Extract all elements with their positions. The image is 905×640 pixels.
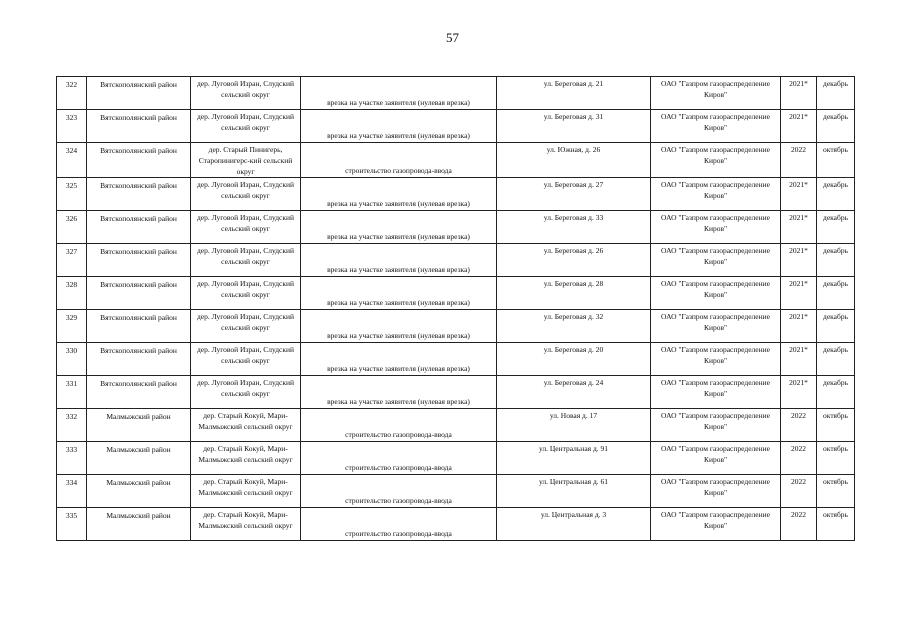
district-cell: Вятскополянский район (87, 244, 191, 277)
work-type-text: врезка на участке заявителя (нулевая врезка) (327, 131, 470, 140)
month-cell: декабрь (817, 178, 855, 211)
row-number: 327 (57, 244, 87, 277)
year-cell: 2021* (781, 343, 817, 376)
row-number: 329 (57, 310, 87, 343)
district-cell: Вятскополянский район (87, 110, 191, 143)
table-row (57, 77, 855, 110)
month-cell: октябрь (817, 508, 855, 541)
district-cell: Малмыжский район (87, 442, 191, 475)
year-cell: 2022 (781, 143, 817, 178)
district-cell: Малмыжский район (87, 475, 191, 508)
work-type-text: врезка на участке заявителя (нулевая врезка) (327, 298, 470, 307)
month-cell: декабрь (817, 77, 855, 110)
table-row (57, 178, 855, 211)
table-row (57, 409, 855, 442)
year-cell: 2021* (781, 376, 817, 409)
table-row (57, 277, 855, 310)
month-cell: декабрь (817, 211, 855, 244)
row-number: 330 (57, 343, 87, 376)
work-type-cell (301, 310, 497, 343)
month-cell: октябрь (817, 442, 855, 475)
address-cell: ул. Береговая д. 28 (497, 277, 651, 310)
settlement-cell: дер. Луговой Изран, Слудский сельский округ (191, 310, 301, 343)
address-cell: ул. Центральная д. 61 (497, 475, 651, 508)
row-number: 331 (57, 376, 87, 409)
work-type-text: врезка на участке заявителя (нулевая врезка) (327, 364, 470, 373)
work-type-cell (301, 143, 497, 178)
organization-cell: ОАО "Газпром газораспределение Киров" (651, 178, 781, 211)
work-type-text: врезка на участке заявителя (нулевая врезка) (327, 265, 470, 274)
table-row (57, 244, 855, 277)
settlement-cell: дер. Луговой Изран, Слудский сельский округ (191, 376, 301, 409)
address-cell: ул. Южная, д. 26 (497, 143, 651, 178)
settlement-cell: дер. Луговой Изран, Слудский сельский округ (191, 211, 301, 244)
organization-cell: ОАО "Газпром газораспределение Киров" (651, 211, 781, 244)
settlement-cell: дер. Старый Кокуй, Мари-Малмыжский сельский округ (191, 508, 301, 541)
organization-cell: ОАО "Газпром газораспределение Киров" (651, 343, 781, 376)
page-number: 57 (446, 30, 459, 45)
gas-connection-table (56, 76, 855, 541)
settlement-cell: дер. Луговой Изран, Слудский сельский округ (191, 110, 301, 143)
year-cell: 2021* (781, 211, 817, 244)
table-body (57, 77, 855, 541)
address-cell: ул. Береговая д. 21 (497, 77, 651, 110)
address-cell: ул. Центральная д. 91 (497, 442, 651, 475)
address-cell: ул. Береговая д. 32 (497, 310, 651, 343)
table-row (57, 508, 855, 541)
settlement-cell: дер. Луговой Изран, Слудский сельский округ (191, 244, 301, 277)
row-number: 323 (57, 110, 87, 143)
work-type-cell (301, 211, 497, 244)
address-cell: ул. Новая д. 17 (497, 409, 651, 442)
district-cell: Вятскополянский район (87, 343, 191, 376)
address-cell: ул. Береговая д. 33 (497, 211, 651, 244)
year-cell: 2022 (781, 475, 817, 508)
district-cell: Малмыжский район (87, 508, 191, 541)
district-cell: Малмыжский район (87, 409, 191, 442)
table-row (57, 211, 855, 244)
year-cell: 2021* (781, 310, 817, 343)
work-type-text: врезка на участке заявителя (нулевая врезка) (327, 232, 470, 241)
year-cell: 2021* (781, 277, 817, 310)
settlement-cell: дер. Луговой Изран, Слудский сельский округ (191, 77, 301, 110)
organization-cell: ОАО "Газпром газораспределение Киров" (651, 442, 781, 475)
district-cell: Вятскополянский район (87, 211, 191, 244)
settlement-cell: дер. Старый Кокуй, Мари-Малмыжский сельский округ (191, 409, 301, 442)
month-cell: декабрь (817, 376, 855, 409)
work-type-cell (301, 343, 497, 376)
organization-cell: ОАО "Газпром газораспределение Киров" (651, 77, 781, 110)
organization-cell: ОАО "Газпром газораспределение Киров" (651, 376, 781, 409)
work-type-cell (301, 277, 497, 310)
district-cell: Вятскополянский район (87, 77, 191, 110)
district-cell: Вятскополянский район (87, 178, 191, 211)
month-cell: декабрь (817, 277, 855, 310)
organization-cell: ОАО "Газпром газораспределение Киров" (651, 310, 781, 343)
settlement-cell: дер. Луговой Изран, Слудский сельский округ (191, 178, 301, 211)
table-row (57, 376, 855, 409)
year-cell: 2022 (781, 508, 817, 541)
month-cell: декабрь (817, 110, 855, 143)
work-type-text: строительство газопровода-ввода (345, 166, 452, 175)
settlement-cell: дер. Старый Пинигерь, Старопинигерс-кий сельский округ (191, 143, 301, 178)
work-type-cell (301, 77, 497, 110)
row-number: 333 (57, 442, 87, 475)
year-cell: 2021* (781, 178, 817, 211)
organization-cell: ОАО "Газпром газораспределение Киров" (651, 244, 781, 277)
month-cell: декабрь (817, 310, 855, 343)
month-cell: декабрь (817, 343, 855, 376)
year-cell: 2022 (781, 442, 817, 475)
table-row (57, 110, 855, 143)
work-type-text: строительство газопровода-ввода (345, 496, 452, 505)
month-cell: октябрь (817, 143, 855, 178)
district-cell: Вятскополянский район (87, 143, 191, 178)
organization-cell: ОАО "Газпром газораспределение Киров" (651, 110, 781, 143)
work-type-cell (301, 376, 497, 409)
table-row (57, 343, 855, 376)
year-cell: 2021* (781, 110, 817, 143)
work-type-cell (301, 508, 497, 541)
district-cell: Вятскополянский район (87, 277, 191, 310)
year-cell: 2022 (781, 409, 817, 442)
address-cell: ул. Береговая д. 20 (497, 343, 651, 376)
year-cell: 2021* (781, 77, 817, 110)
month-cell: декабрь (817, 244, 855, 277)
year-cell: 2021* (781, 244, 817, 277)
work-type-text: врезка на участке заявителя (нулевая врезка) (327, 397, 470, 406)
settlement-cell: дер. Старый Кокуй, Мари-Малмыжский сельский округ (191, 442, 301, 475)
row-number: 334 (57, 475, 87, 508)
work-type-cell (301, 442, 497, 475)
settlement-cell: дер. Луговой Изран, Слудский сельский округ (191, 343, 301, 376)
row-number: 335 (57, 508, 87, 541)
row-number: 324 (57, 143, 87, 178)
work-type-cell (301, 244, 497, 277)
organization-cell: ОАО "Газпром газораспределение Киров" (651, 143, 781, 178)
address-cell: ул. Береговая д. 26 (497, 244, 651, 277)
work-type-text: строительство газопровода-ввода (345, 529, 452, 538)
table-row (57, 442, 855, 475)
row-number: 325 (57, 178, 87, 211)
organization-cell: ОАО "Газпром газораспределение Киров" (651, 508, 781, 541)
work-type-text: врезка на участке заявителя (нулевая врезка) (327, 331, 470, 340)
work-type-cell (301, 110, 497, 143)
settlement-cell: дер. Луговой Изран, Слудский сельский округ (191, 277, 301, 310)
organization-cell: ОАО "Газпром газораспределение Киров" (651, 277, 781, 310)
month-cell: октябрь (817, 475, 855, 508)
district-cell: Вятскополянский район (87, 310, 191, 343)
district-cell: Вятскополянский район (87, 376, 191, 409)
address-cell: ул. Береговая д. 27 (497, 178, 651, 211)
work-type-text: врезка на участке заявителя (нулевая врезка) (327, 199, 470, 208)
address-cell: ул. Береговая д. 31 (497, 110, 651, 143)
settlement-cell: дер. Старый Кокуй, Мари-Малмыжский сельский округ (191, 475, 301, 508)
table-row (57, 143, 855, 178)
row-number: 322 (57, 77, 87, 110)
address-cell: ул. Центральная д. 3 (497, 508, 651, 541)
work-type-text: врезка на участке заявителя (нулевая врезка) (327, 98, 470, 107)
work-type-text: строительство газопровода-ввода (345, 430, 452, 439)
table-row (57, 475, 855, 508)
work-type-cell (301, 475, 497, 508)
work-type-text: строительство газопровода-ввода (345, 463, 452, 472)
organization-cell: ОАО "Газпром газораспределение Киров" (651, 475, 781, 508)
row-number: 328 (57, 277, 87, 310)
row-number: 332 (57, 409, 87, 442)
organization-cell: ОАО "Газпром газораспределение Киров" (651, 409, 781, 442)
table-row (57, 310, 855, 343)
row-number: 326 (57, 211, 87, 244)
work-type-cell (301, 409, 497, 442)
month-cell: октябрь (817, 409, 855, 442)
work-type-cell (301, 178, 497, 211)
address-cell: ул. Береговая д. 24 (497, 376, 651, 409)
